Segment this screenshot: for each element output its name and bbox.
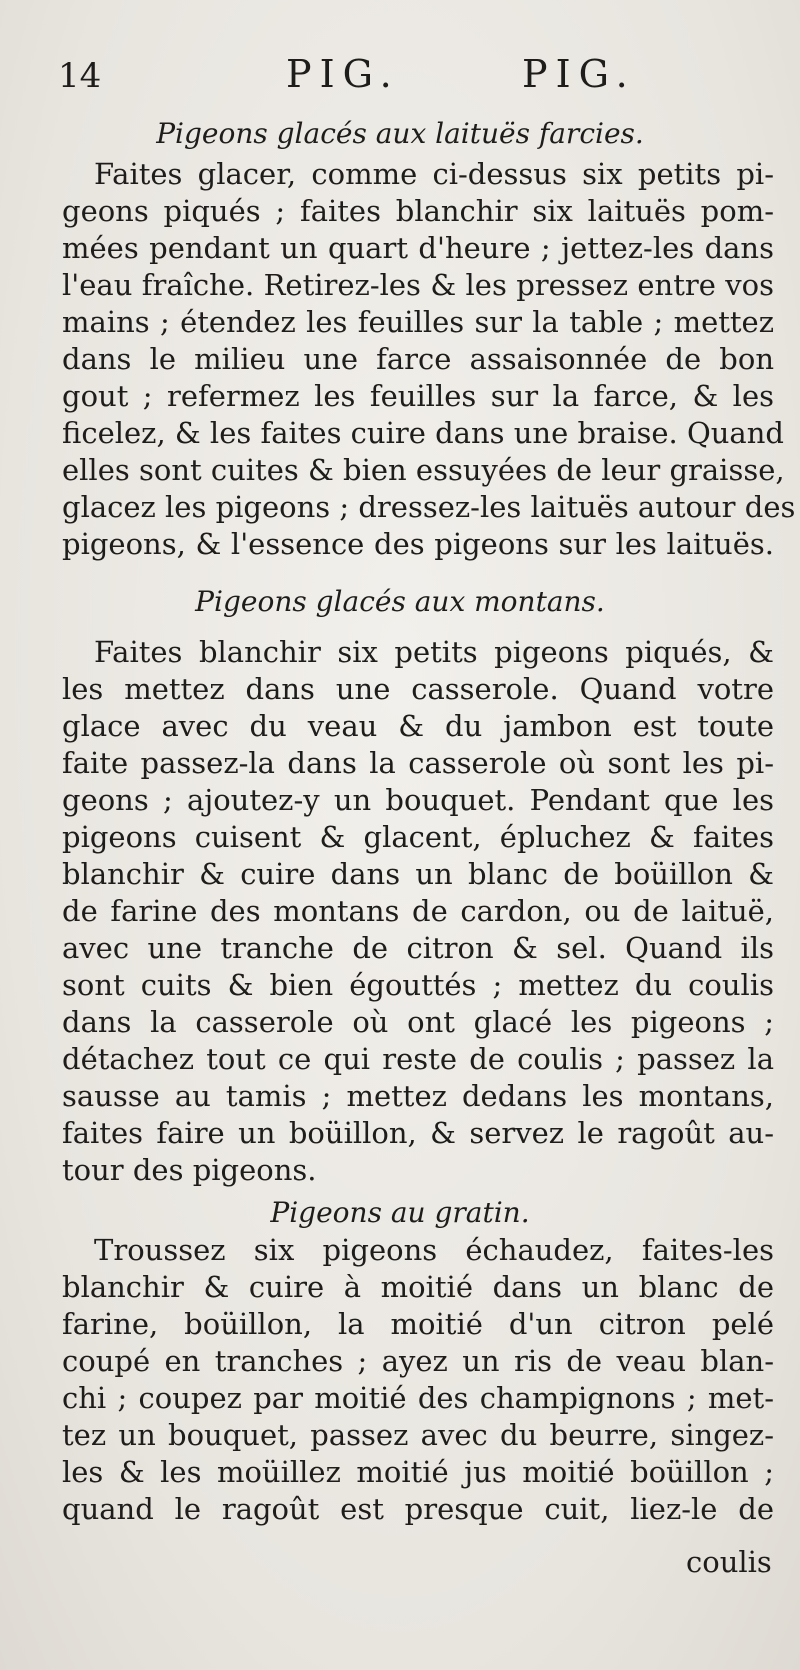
text-line: ficelez, & les faites cuire dans une braise. Quand (62, 416, 784, 450)
running-header (58, 52, 758, 108)
text-line: sont cuits & bien égouttés ; mettez du coulis (62, 968, 774, 1002)
text-line: blanchir & cuire à moitié dans un blanc de (62, 1270, 774, 1304)
text-line: gout ; refermez les feuilles sur la farce, & les (62, 379, 774, 413)
text-line: chi ; coupez par moitié des champignons ; met- (62, 1381, 774, 1415)
catchword: coulis (686, 1545, 772, 1579)
text-line: pigeons cuisent & glacent, épluchez & faites (62, 820, 774, 854)
text-line: pigeons, & l'essence des pigeons sur les laituës. (62, 527, 774, 561)
text-line: de farine des montans de cardon, ou de laituë, (62, 894, 774, 928)
text-line: geons ; ajoutez-y un bouquet. Pendant que les (62, 783, 774, 817)
text-line: farine, boüillon, la moitié d'un citron pelé (62, 1307, 774, 1341)
text-line: geons piqués ; faites blanchir six laituës pom- (62, 194, 774, 228)
section-title: Pigeons glacés aux laituës farcies. (156, 117, 644, 150)
text-line: les & les moüillez moitié jus moitié boüillon ; (62, 1455, 774, 1489)
text-line: blanchir & cuire dans un blanc de boüillon & (62, 857, 774, 891)
text-line: dans le milieu une farce assaisonnée de bon (62, 342, 774, 376)
text-line: faite passez-la dans la casserole où sont les pi- (62, 746, 774, 780)
text-line: Faites blanchir six petits pigeons piqués, & (94, 635, 774, 669)
text-line: avec une tranche de citron & sel. Quand ils (62, 931, 774, 965)
text-line: glace avec du veau & du jambon est toute (62, 709, 774, 743)
text-line: mains ; étendez les feuilles sur la table ; mettez (62, 305, 774, 339)
section-title: Pigeons au gratin. (270, 1196, 530, 1229)
text-line: mées pendant un quart d'heure ; jettez-les dans (62, 231, 774, 265)
running-head-left: PIG. (286, 52, 400, 96)
section-title: Pigeons glacés aux montans. (195, 585, 605, 618)
text-line: tez un bouquet, passez avec du beurre, singez- (62, 1418, 774, 1452)
page-number: 14 (58, 56, 102, 96)
text-line: quand le ragoût est presque cuit, liez-le de (62, 1492, 774, 1526)
text-line: les mettez dans une casserole. Quand votre (62, 672, 774, 706)
text-line: sausse au tamis ; mettez dedans les montans, (62, 1079, 774, 1113)
text-line: Troussez six pigeons échaudez, faites-les (94, 1233, 774, 1267)
text-line: coupé en tranches ; ayez un ris de veau blan- (62, 1344, 774, 1378)
text-line: dans la casserole où ont glacé les pigeons ; (62, 1005, 774, 1039)
text-line: l'eau fraîche. Retirez-les & les pressez entre vos (62, 268, 774, 302)
text-line: tour des pigeons. (62, 1153, 317, 1187)
text-line: elles sont cuites & bien essuyées de leur graisse, (62, 453, 785, 487)
text-line: Faites glacer, comme ci-dessus six petits pi- (94, 157, 774, 191)
text-line: glacez les pigeons ; dressez-les laituës autour des (62, 490, 796, 524)
text-line: détachez tout ce qui reste de coulis ; passez la (62, 1042, 774, 1076)
text-line: faites faire un boüillon, & servez le ragoût au- (62, 1116, 774, 1150)
running-head-right: PIG. (522, 52, 636, 96)
